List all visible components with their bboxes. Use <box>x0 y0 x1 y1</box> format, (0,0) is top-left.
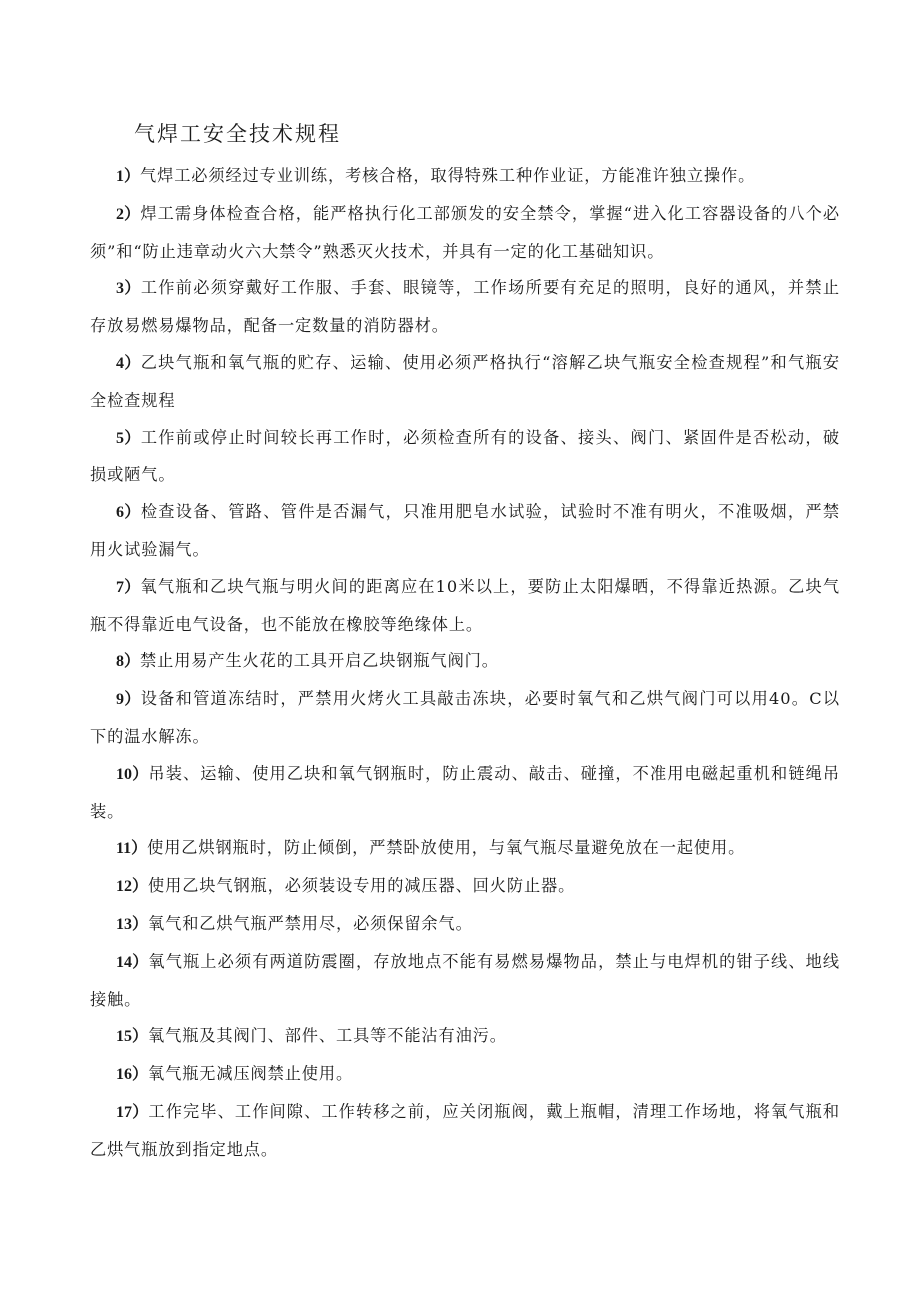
rule-item <box>90 643 840 681</box>
rule-item <box>90 681 840 756</box>
rule-text: 氧气和乙烘气瓶严禁用尽，必须保留余气。 <box>148 913 473 933</box>
rule-number: 6） <box>116 504 141 522</box>
rule-number: 10） <box>116 765 149 783</box>
rule-number: 12） <box>116 878 149 896</box>
rule-text: 检查设备、管路、管件是否漏气，只准用肥皂水试验，试验时不准有明火，不准吸烟，严禁用火试验漏气。 <box>90 502 840 559</box>
rule-text: 气焊工必须经过专业训练，考核合格，取得特殊工种作业证，方能准许独立操作。 <box>140 166 756 185</box>
rule-text: 工作完毕、工作间隙、工作转移之前，应关闭瓶阀，戴上瓶帽，清理工作场地，将氧气瓶和乙烘气瓶放到指定地点。 <box>90 1101 840 1159</box>
rule-item <box>90 1094 840 1169</box>
document-title: 气焊工安全技术规程 <box>134 122 341 146</box>
rule-number: 11） <box>116 840 148 858</box>
rule-number: 4） <box>116 354 141 372</box>
rule-text: 工作前必须穿戴好工作服、手套、眼镜等，工作场所要有充足的照明，良好的通风，并禁止存放易燃易爆物品，配备一定数量的消防器材。 <box>90 278 840 336</box>
rule-item <box>90 1056 840 1094</box>
rule-text: 工作前或停止时间较长再工作时，必须检查所有的设备、接头、阀门、紧固件是否松动，破损或陋气。 <box>90 427 840 485</box>
rule-item <box>90 906 840 944</box>
rule-number: 16） <box>116 1066 149 1084</box>
rule-number: 13） <box>116 915 149 933</box>
rules-list <box>90 158 840 1169</box>
rule-text: 氧气瓶和乙块气瓶与明火间的距离应在10米以上，要防止太阳爆晒，不得靠近热源。乙块气瓶不得靠近电气设备，也不能放在橡胶等绝缘体上。 <box>90 576 840 634</box>
rule-item <box>90 868 840 906</box>
rule-number: 15） <box>116 1028 149 1046</box>
rule-text: 氧气瓶无减压阀禁止使用。 <box>148 1064 354 1084</box>
rule-number: 7） <box>116 578 141 596</box>
rule-text: 焊工需身体检查合格，能严格执行化工部颁发的安全禁令，掌握“进入化工容器设备的八个必须”和“防止违章动火六大禁令”熟悉灭火技术，并具有一定的化工基础知识。 <box>90 203 840 261</box>
rule-text: 氧气瓶上必须有两道防震圈，存放地点不能有易燃易爆物品，禁止与电焊机的钳子线、地线接触。 <box>90 951 840 1009</box>
rule-text: 设备和管道冻结时，严禁用火烤火工具敲击冻块，必要时氧气和乙烘气阀门可以用40。C以下的温水解冻。 <box>90 689 840 746</box>
rule-item <box>90 196 840 271</box>
rule-number: 9） <box>116 691 141 709</box>
rule-item <box>90 494 840 569</box>
rule-item <box>90 569 840 644</box>
rule-text: 乙块气瓶和氧气瓶的贮存、运输、使用必须严格执行“溶解乙块气瓶安全检查规程”和气瓶安全检查规程 <box>90 352 840 410</box>
rule-number: 8） <box>116 653 141 671</box>
rule-item <box>90 270 840 345</box>
rule-number: 14） <box>116 953 149 971</box>
rule-text: 氧气瓶及其阀门、部件、工具等不能沾有油污。 <box>148 1026 507 1046</box>
rule-number: 5） <box>116 429 141 447</box>
rule-text: 吊装、运输、使用乙块和氧气钢瓶时，防止震动、敲击、碰撞，不准用电磁起重机和链绳吊装。 <box>90 763 840 821</box>
rule-number: 17） <box>116 1103 149 1121</box>
rule-item <box>90 345 840 420</box>
rule-item <box>90 158 840 196</box>
rule-item <box>90 756 840 831</box>
rule-item <box>90 830 840 868</box>
rule-text: 使用乙块气钢瓶，必须装设专用的减压器、回火防止器。 <box>148 876 576 896</box>
rule-number: 3） <box>116 280 141 298</box>
rule-number: 2） <box>116 205 141 223</box>
rule-item <box>90 1018 840 1056</box>
rule-item <box>90 420 840 495</box>
rule-item <box>90 944 840 1019</box>
rule-number: 1） <box>116 168 141 185</box>
rule-text: 使用乙烘钢瓶时，防止倾倒，严禁卧放使用，与氧气瓶尽量避免放在一起使用。 <box>147 838 746 858</box>
rule-text: 禁止用易产生火花的工具开启乙块钢瓶气阀门。 <box>140 651 499 671</box>
